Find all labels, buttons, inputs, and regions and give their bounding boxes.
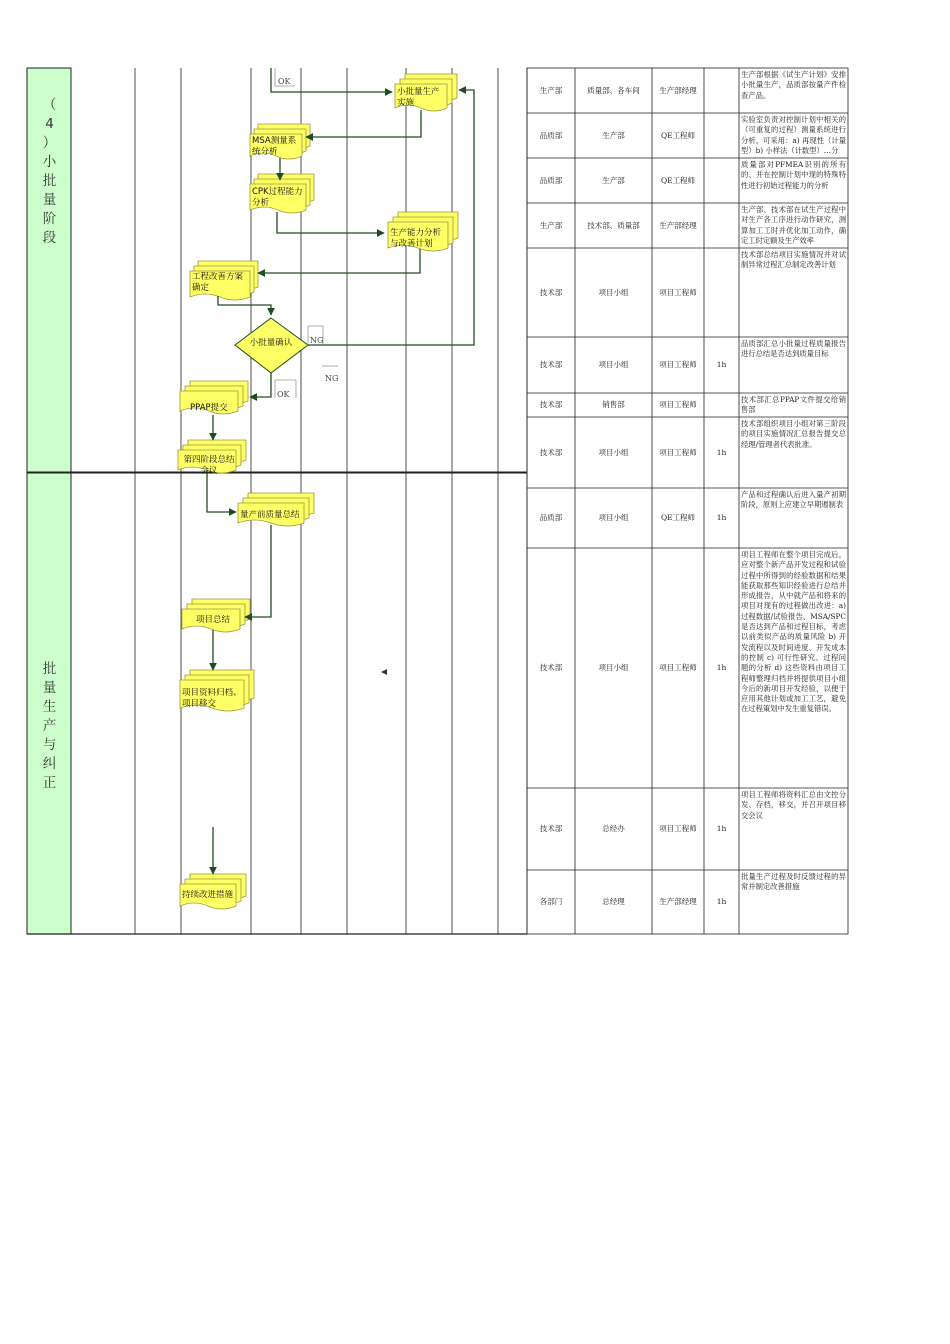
row-4-owner: 项目工程师 — [659, 287, 697, 297]
row-2-time — [705, 159, 738, 202]
row-5-time: 1h — [716, 360, 727, 369]
node-stage4-summary: 第四阶段总结会议 — [183, 455, 235, 476]
row-11-owner: 生产部经理 — [659, 897, 697, 906]
row-7-owner: 项目工程师 — [659, 447, 697, 457]
row-1-time — [705, 114, 738, 157]
row-11-time: 1h — [716, 897, 727, 906]
row-11-desc: 批量生产过程及时反馈过程的异常并制定改善措施 — [741, 872, 846, 892]
row-5-dept: 技术部 — [539, 360, 563, 369]
row-0-owner: 生产部经理 — [659, 85, 697, 95]
row-9-desc: 项目工程师在整个项目完成后，应对整个新产品开发过程和试验过程中所得到的经验数据和结果能获取那些知识经验进行总结并形成报告，从中就产品和将来的项目对现有的过程做出改进：a) 过程数据/试验报告、MSA/SPC是否达到产品和过程目标，考虑以前类似产品的质量风险 b) 开发流程以及时间进度、开发成本的控制 c) 可行性研究、过程问题的分析 d) 这些资料由项目工程师整理归档并将提供项目小组今后的新项目开发经验，以便于应用其他计划或加工工艺，避免在过程策划中发生重复错误。 — [741, 550, 846, 714]
ng-label-1: NG — [310, 336, 324, 345]
stray-marker — [381, 669, 387, 675]
row-0-desc: 生产部根据《试生产计划》安排小批量生产，品质部按量产件检查产品。 — [741, 70, 846, 100]
node-msa: MSA测量系统分析 — [252, 136, 297, 157]
node-improve-plan: 工程改善方案确定 — [192, 272, 244, 293]
ng-label-2: NG — [325, 374, 339, 383]
row-4-assist: 项目小组 — [598, 287, 629, 297]
node-continuous: 持续改进措施 — [182, 890, 234, 900]
row-9-assist: 项目小组 — [598, 663, 629, 672]
row-8-dept: 品质部 — [539, 513, 563, 522]
row-7-assist: 项目小组 — [598, 447, 629, 457]
row-6-owner: 项目工程师 — [659, 400, 697, 409]
row-3-dept: 生产部 — [539, 220, 563, 230]
row-8-desc: 产品和过程确认后进入量产初期阶段，原则上应建立早期遏制表 — [741, 490, 846, 510]
row-10-owner: 项目工程师 — [659, 824, 697, 833]
row-1-desc: 实验室负责对控制计划中相关的（可重复的过程）测量系统进行分析。可采用：a) 再现性（计量型）b) 小样法（计数型）…分 — [741, 115, 846, 155]
ok-label-bottom: OK — [277, 390, 290, 399]
row-8-owner: QE工程师 — [660, 513, 696, 522]
row-9-time: 1h — [716, 663, 727, 672]
stage-4-label: （ 4 ） 小 批 量 阶 段 — [42, 97, 57, 246]
row-7-time: 1h — [716, 447, 727, 457]
row-1-assist: 生产部 — [602, 130, 625, 140]
row-10-dept: 技术部 — [539, 824, 563, 833]
row-6-assist: 销售部 — [602, 400, 625, 409]
row-2-dept: 品质部 — [539, 175, 563, 185]
node-preprod-summary: 量产前质量总结 — [240, 510, 300, 520]
row-2-assist: 生产部 — [602, 175, 625, 185]
row-1-owner: QE工程师 — [660, 130, 696, 140]
row-3-owner: 生产部经理 — [659, 220, 697, 230]
ok-label-top: OK — [278, 77, 291, 86]
row-4-dept: 技术部 — [539, 287, 563, 297]
row-6-time — [705, 394, 738, 416]
row-10-time: 1h — [716, 824, 727, 833]
node-small-batch: 小批量生产实施 — [397, 87, 440, 108]
node-ppap: PPAP提交 — [190, 403, 228, 413]
row-0-assist: 质量部、各车间 — [587, 85, 640, 95]
row-0-time — [705, 69, 738, 112]
row-8-time: 1h — [716, 513, 727, 522]
node-capacity: 生产能力分析与改善计划 — [390, 228, 442, 249]
row-7-desc: 技术部组织项目小组对第三阶段的项目实施情况汇总报告提交总经理/管理者代表批准。 — [741, 419, 846, 449]
row-10-desc: 项目工程师将资料汇总由文控分发、存档，移交，并召开项目移交会议 — [741, 790, 846, 820]
row-11-assist: 总经理 — [602, 897, 625, 906]
row-6-desc: 技术部汇总PPAP文件提交给销售部 — [741, 395, 846, 415]
node-archive: 项目资料归档、项目移交 — [182, 688, 242, 709]
row-11-dept: 各部门 — [539, 897, 563, 906]
row-1-dept: 品质部 — [539, 130, 563, 140]
row-7-dept: 技术部 — [539, 447, 563, 457]
row-3-desc: 生产部、技术部在试生产过程中对生产各工序进行动作研究，测算加工工时并优化加工动作，确定工时定额及生产效率 — [741, 205, 846, 245]
row-4-desc: 技术部总结项目实施情况并对试制异常过程汇总制定改善计划 — [741, 250, 846, 270]
row-4-time — [705, 249, 738, 336]
node-decision: 小批量确认 — [249, 338, 293, 348]
row-8-assist: 项目小组 — [598, 513, 629, 522]
row-9-dept: 技术部 — [539, 663, 563, 672]
row-9-owner: 项目工程师 — [659, 663, 697, 672]
row-3-assist: 技术部、质量部 — [587, 220, 640, 230]
connectors — [207, 68, 474, 874]
row-10-assist: 总经办 — [602, 824, 625, 833]
row-6-dept: 技术部 — [539, 400, 563, 409]
row-2-owner: QE工程师 — [660, 175, 696, 185]
row-3-time — [705, 204, 738, 247]
row-5-owner: 项目工程师 — [659, 360, 697, 369]
row-5-assist: 项目小组 — [598, 360, 629, 369]
stage-5-label: 批 量 生 产 与 纠 正 — [42, 661, 57, 791]
row-0-dept: 生产部 — [539, 85, 563, 95]
node-cpk: CPK过程能力分析 — [252, 187, 303, 208]
node-project-summary: 项目总结 — [196, 615, 231, 625]
row-5-desc: 品质部汇总小批量过程质量报告进行总结是否达到质量目标 — [741, 339, 846, 359]
row-2-desc: 质量部对PFMEA识别的所有的、并在控制计划中现的特殊特性进行初始过程能力的分析 — [741, 160, 846, 190]
